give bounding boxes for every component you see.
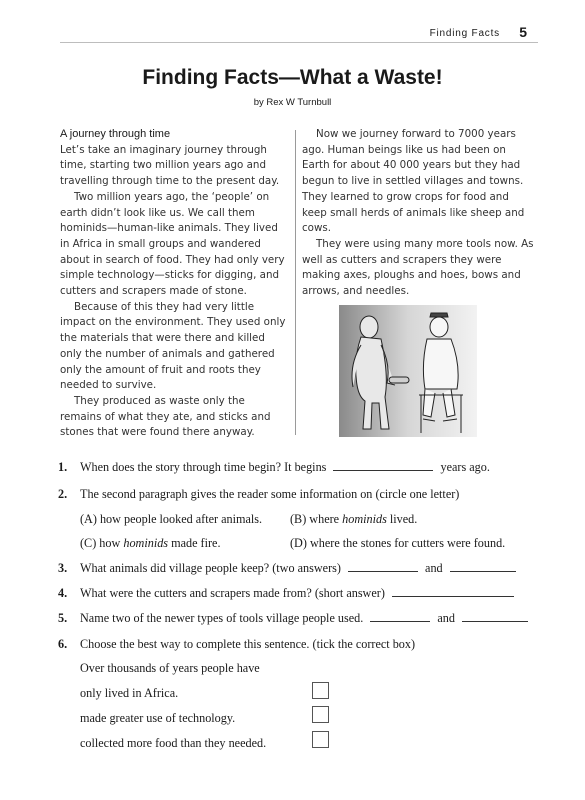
question-text: Choose the best way to complete this sentence. (tick the correct box) bbox=[80, 637, 416, 651]
running-title: Finding Facts bbox=[429, 28, 500, 39]
question-number: 3. bbox=[58, 561, 68, 575]
paragraph: They were using many more tools now. As well as cutters and scrapers they were making axes, ploughs and hoes, bows and arrows, and needles. bbox=[302, 237, 534, 298]
question-6 bbox=[58, 637, 415, 652]
paragraph: Let’s take an imaginary journey through time, starting two million years ago and travelling through time to the present day. bbox=[60, 143, 280, 188]
question-text: Name two of the newer types of tools village people used. bbox=[80, 611, 364, 625]
question-text: What animals did village people keep? (two answers) bbox=[80, 561, 341, 575]
answer-blank[interactable] bbox=[348, 561, 418, 572]
and-label: and bbox=[437, 611, 455, 625]
tick-box[interactable] bbox=[312, 682, 329, 699]
option-b[interactable] bbox=[290, 512, 417, 527]
question-1 bbox=[58, 460, 490, 475]
sentence-stem: Over thousands of years people have bbox=[80, 661, 260, 675]
option-emphasis: hominids bbox=[342, 512, 387, 526]
question-5 bbox=[58, 611, 528, 626]
tick-box[interactable] bbox=[312, 706, 329, 723]
paragraph: Because of this they had very little impact on the environment. They used only the materials that were there and killed only the number of animals and gathered only the amount of fruit and roots they needed to survive. bbox=[60, 300, 286, 392]
option-emphasis: hominids bbox=[123, 536, 169, 550]
question-2 bbox=[58, 487, 459, 502]
section-heading: A journey through time bbox=[60, 128, 171, 140]
answer-blank[interactable] bbox=[370, 611, 430, 622]
question-number: 2. bbox=[58, 487, 68, 501]
and-label: and bbox=[425, 561, 443, 575]
question-text: When does the story through time begin? It begins bbox=[80, 460, 327, 474]
header-rule bbox=[60, 42, 538, 43]
option-text: made fire. bbox=[168, 536, 221, 550]
question-text: What were the cutters and scrapers made from? (short answer) bbox=[80, 586, 385, 600]
option-text: (A) how people looked after animals. bbox=[80, 512, 263, 526]
answer-blank[interactable] bbox=[333, 460, 433, 471]
option-c[interactable] bbox=[80, 536, 221, 551]
paragraph: They produced as waste only the remains of what they ate, and sticks and stones that were found there anyway. bbox=[60, 394, 271, 439]
page-number: 5 bbox=[519, 24, 527, 40]
column-divider bbox=[295, 130, 296, 435]
paragraph: Now we journey forward to 7000 years ago. Human beings like us had been on Earth for about 40 000 years but they had begun to live in settled villages and towns. They learned to grow crops for food and keep small herds of animals like sheep and cows. bbox=[302, 128, 525, 235]
hominid-and-villager-illustration bbox=[339, 305, 477, 437]
page-title: Finding Facts—What a Waste! bbox=[142, 66, 443, 89]
answer-blank[interactable] bbox=[392, 586, 514, 597]
option-text: (B) where bbox=[290, 512, 343, 526]
paragraph: Two million years ago, the ‘people’ on earth didn’t look like us. We call them hominids—human-like animals. They lived in Africa in small groups and wandered about in search of food. They had only very simple technology—sticks for digging, and cutters and scrapers made of stone. bbox=[60, 190, 285, 298]
tick-box[interactable] bbox=[312, 731, 329, 748]
answer-blank[interactable] bbox=[462, 611, 528, 622]
left-column bbox=[60, 127, 288, 441]
choice-text: collected more food than they needed. bbox=[80, 736, 267, 750]
right-column bbox=[302, 127, 534, 300]
choice-text: made greater use of technology. bbox=[80, 711, 236, 725]
byline: by Rex W Turnbull bbox=[253, 97, 332, 108]
choice-text: only lived in Africa. bbox=[80, 686, 179, 700]
option-text: lived. bbox=[386, 512, 418, 526]
option-text: (D) where the stones for cutters were found. bbox=[290, 536, 506, 550]
question-number: 6. bbox=[58, 637, 68, 651]
option-text: (C) how bbox=[80, 536, 124, 550]
question-number: 5. bbox=[58, 611, 68, 625]
question-3 bbox=[58, 561, 516, 576]
question-number: 4. bbox=[58, 586, 68, 600]
answer-blank[interactable] bbox=[450, 561, 516, 572]
option-d[interactable] bbox=[290, 536, 505, 551]
question-number: 1. bbox=[58, 460, 68, 474]
option-a[interactable] bbox=[80, 512, 262, 527]
question-text: The second paragraph gives the reader some information on (circle one letter) bbox=[80, 487, 460, 501]
question-text-after: years ago. bbox=[440, 460, 490, 474]
question-4 bbox=[58, 586, 514, 601]
